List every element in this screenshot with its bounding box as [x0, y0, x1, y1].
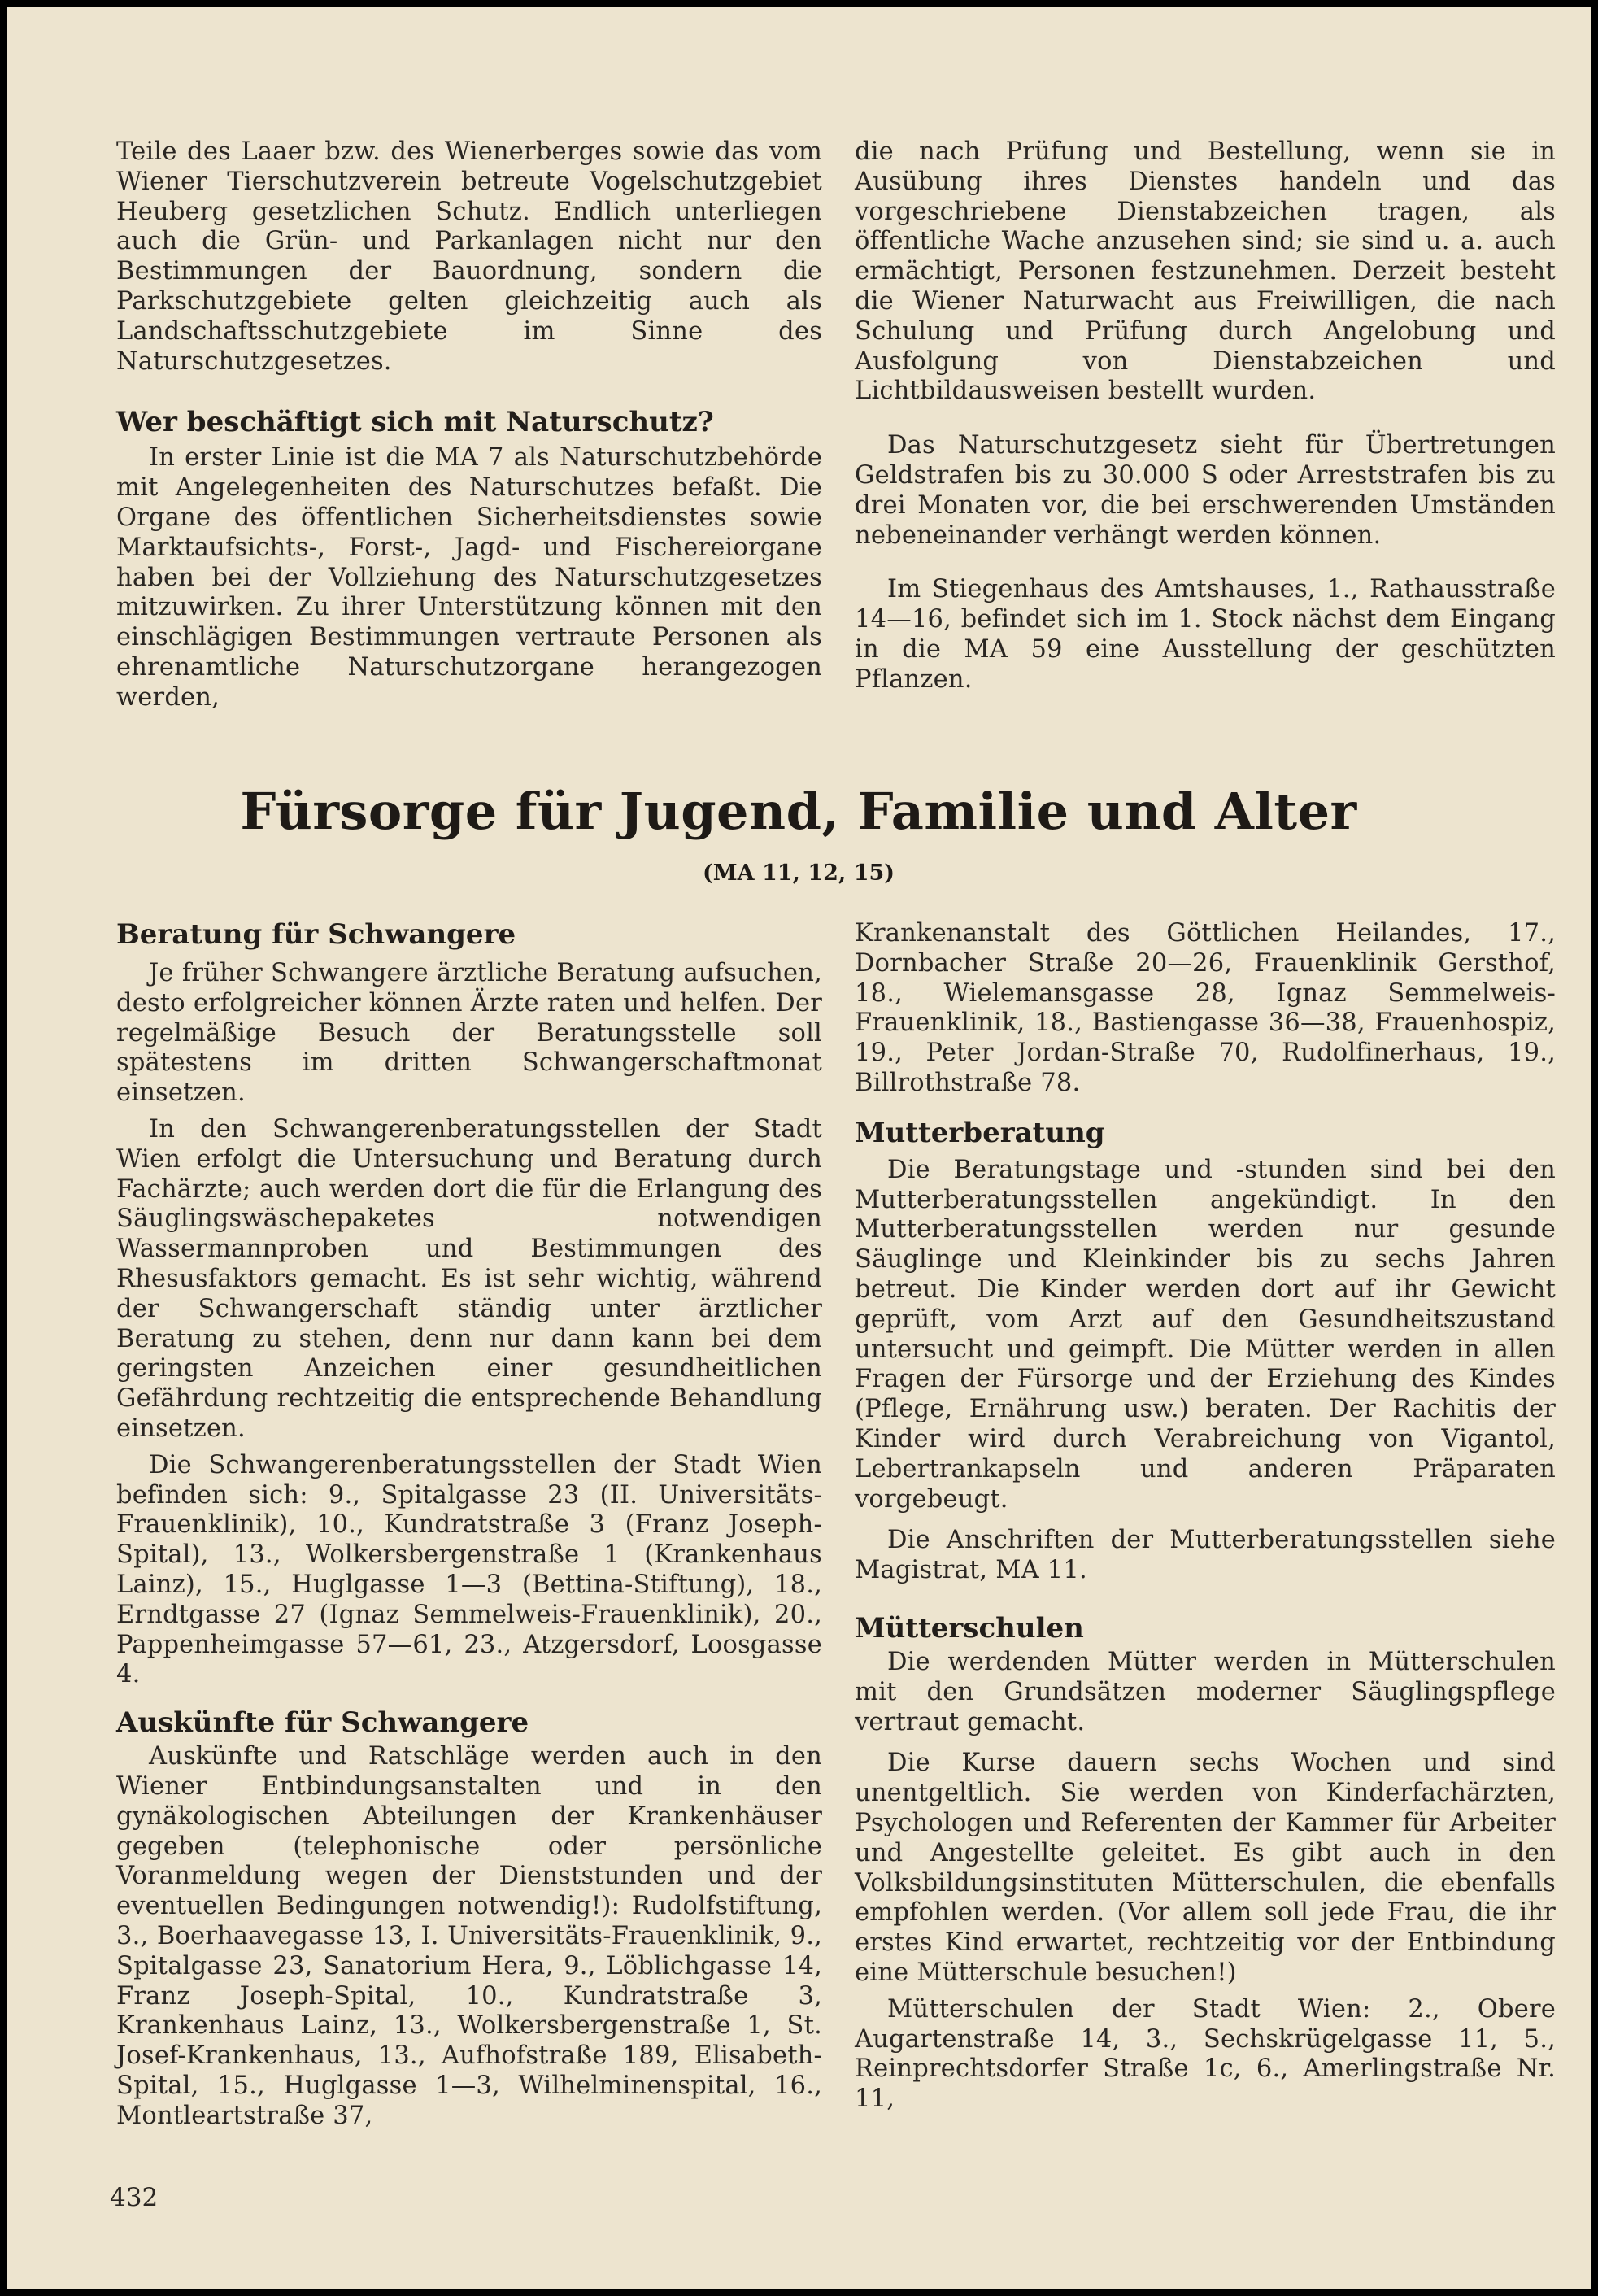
top-right-column — [855, 137, 1556, 695]
paragraph: Teile des Laaer bzw. des Wienerberges sowie das vom Wiener Tierschutzverein betreute Vogelschutzgebiet Heuberg gesetzlichen Schutz. Endlich unterliegen auch die Grün- und Parkanlagen nicht nur den Bestimmungen der Bauordnung, sondern die Parkschutzgebiete gelten gleichzeitig auch als Landschaftsschutzgebiete im Sinne des Naturschutzgesetzes. — [116, 137, 822, 376]
paragraph: die nach Prüfung und Bestellung, wenn sie in Ausübung ihres Dienstes handeln und das vorgeschriebene Dienstabzeichen tragen, als öffentliche Wache anzusehen sind; sie sind u. a. auch ermächtigt, Personen festzunehmen. Derzeit besteht die Wiener Naturwacht aus Freiwilligen, die nach Schulung und Prüfung durch Angelobung und Ausfolgung von Dienstabzeichen und Lichtbildausweisen bestellt wurden. — [855, 137, 1556, 406]
section-heading: Beratung für Schwangere — [116, 918, 516, 951]
section-heading: Mutterberatung — [855, 1116, 1105, 1149]
paragraph: Die Schwangerenberatungsstellen der Stadt Wien befinden sich: 9., Spitalgasse 23 (II. Universitäts-Frauenklinik), 10., Kundratstraße 3 (Franz Joseph-Spital), 13., Wolkersbergenstraße 1 (Krankenhaus Lainz), 15., Huglgasse 1—3 (Bettina-Stiftung), 18., Erndtgasse 27 (Ignaz Semmelweis-Frauenklinik), 20., Pappenheimgasse 57—61, 23., Atzgersdorf, Loosgasse 4. — [116, 1450, 822, 1689]
paragraph: Das Naturschutzgesetz sieht für Übertretungen Geldstrafen bis zu 30.000 S oder Arreststrafen bis zu drei Monaten vor, die bei erschwerenden Umständen nebeneinander verhängt werden können. — [855, 431, 1556, 550]
paragraph: Die Beratungstage und -stunden sind bei den Mutterberatungsstellen angekündigt. In den Mutterberatungsstellen werden nur gesunde Säuglinge und Kleinkinder bis zu sechs Jahren betreut. Die Kinder werden dort auf ihr Gewicht geprüft, vom Arzt auf den Gesundheitszustand untersucht und geimpft. Die Mütter werden in allen Fragen der Fürsorge und der Erziehung des Kindes (Pflege, Ernährung usw.) beraten. Der Rachitis der Kinder wird durch Verabreichung von Vigantol, Lebertrankapseln und anderen Präparaten vorgebeugt. — [855, 1155, 1556, 1514]
paragraph: Auskünfte und Ratschläge werden auch in den Wiener Entbindungsanstalten und in den gynäkologischen Abteilungen der Krankenhäuser gegeben (telephonische oder persönliche Voranmeldung wegen der Dienststunden und der eventuellen Bedingungen notwendig!): Rudolfstiftung, 3., Boerhaavegasse 13, I. Universitäts-Frauenklinik, 9., Spitalgasse 23, Sanatorium Hera, 9., Löblichgasse 14, Franz Joseph-Spital, 10., Kundratstraße 3, Krankenhaus Lainz, 13., Wolkersbergenstraße 1, St. Josef-Krankenhaus, 13., Aufhofstraße 189, Elisabeth-Spital, 15., Huglgasse 1—3, Wilhelminenspital, 16., Montleartstraße 37, — [116, 1742, 822, 2130]
paragraph: Krankenanstalt des Göttlichen Heilandes, 17., Dornbacher Straße 20—26, Frauenklinik Gersthof, 18., Wielemansgasse 28, Ignaz Semmelweis-Frauenklinik, 18., Bastiengasse 36—38, Frauenhospiz, 19., Peter Jordan-Straße 70, Rudolfinerhaus, 19., Billrothstraße 78. — [855, 919, 1556, 1097]
paragraph: In den Schwangerenberatungsstellen der Stadt Wien erfolgt die Untersuchung und Beratung durch Fachärzte; auch werden dort die für die Erlangung des Säuglingswäschepaketes notwendigen Wassermannproben und Bestimmungen des Rhesusfaktors gemacht. Es ist sehr wichtig, während der Schwangerschaft ständig unter ärztlicher Beratung zu stehen, denn nur dann kann bei dem geringsten Anzeichen einer gesundheitlichen Gefährdung rechtzeitig die entsprechende Behandlung einsetzen. — [116, 1114, 822, 1443]
top-left-column — [116, 137, 822, 713]
paragraph: Die werdenden Mütter werden in Mütterschulen mit den Grundsätzen moderner Säuglingspflege vertraut gemacht. — [855, 1647, 1556, 1736]
lower-right-column — [855, 919, 1556, 2115]
paragraph: In erster Linie ist die MA 7 als Naturschutzbehörde mit Angelegenheiten des Naturschutzes befaßt. Die Organe des öffentlichen Sicherheitsdienstes sowie Marktaufsichts-, Forst-, Jagd- und Fischereiorgane haben bei der Vollziehung des Naturschutzgesetzes mitzuwirken. Zu ihrer Unterstützung können mit den einschlägigen Bestimmungen vertraute Personen als ehrenamtliche Naturschutzorgane herangezogen werden, — [116, 443, 822, 712]
lower-left-column — [116, 918, 822, 2131]
paragraph: Die Kurse dauern sechs Wochen und sind unentgeltlich. Sie werden von Kinderfachärzten, Psychologen und Referenten der Kammer für Arbeiter und Angestellte geleitet. Es gibt auch in den Volksbildungsinstituten Mütterschulen, die ebenfalls empfohlen werden. (Vor allem soll jede Frau, die ihr erstes Kind erwartet, rechtzeitig vor der Entbindung eine Mütterschule besuchen!) — [855, 1749, 1556, 1987]
paragraph: Im Stiegenhaus des Amtshauses, 1., Rathausstraße 14—16, befindet sich im 1. Stock nächst dem Eingang in die MA 59 eine Ausstellung der geschützten Pflanzen. — [855, 575, 1556, 694]
paragraph: Die Anschriften der Mutterberatungsstellen siehe Magistrat, MA 11. — [855, 1526, 1556, 1585]
section-heading: Auskünfte für Schwangere — [116, 1706, 529, 1740]
page-subtitle: (MA 11, 12, 15) — [702, 860, 895, 886]
section-heading: Wer beschäftigt sich mit Naturschutz? — [116, 406, 714, 439]
paragraph: Je früher Schwangere ärztliche Beratung aufsuchen, desto erfolgreicher können Ärzte raten und helfen. Der regelmäßige Besuch der Beratungsstelle soll spätestens im dritten Schwangerschaftmonat einsetzen. — [116, 959, 822, 1108]
page-title: Fürsorge für Jugend, Familie und Alter — [240, 782, 1357, 841]
document-page — [7, 7, 1591, 2289]
page-number: 432 — [110, 2183, 159, 2212]
section-heading: Mütterschulen — [855, 1611, 1084, 1645]
paragraph: Mütterschulen der Stadt Wien: 2., Obere Augartenstraße 14, 3., Sechskrügelgasse 11, 5., Reinprechtsdorfer Straße 1c, 6., Amerlingstraße Nr. 11, — [855, 1994, 1556, 2114]
